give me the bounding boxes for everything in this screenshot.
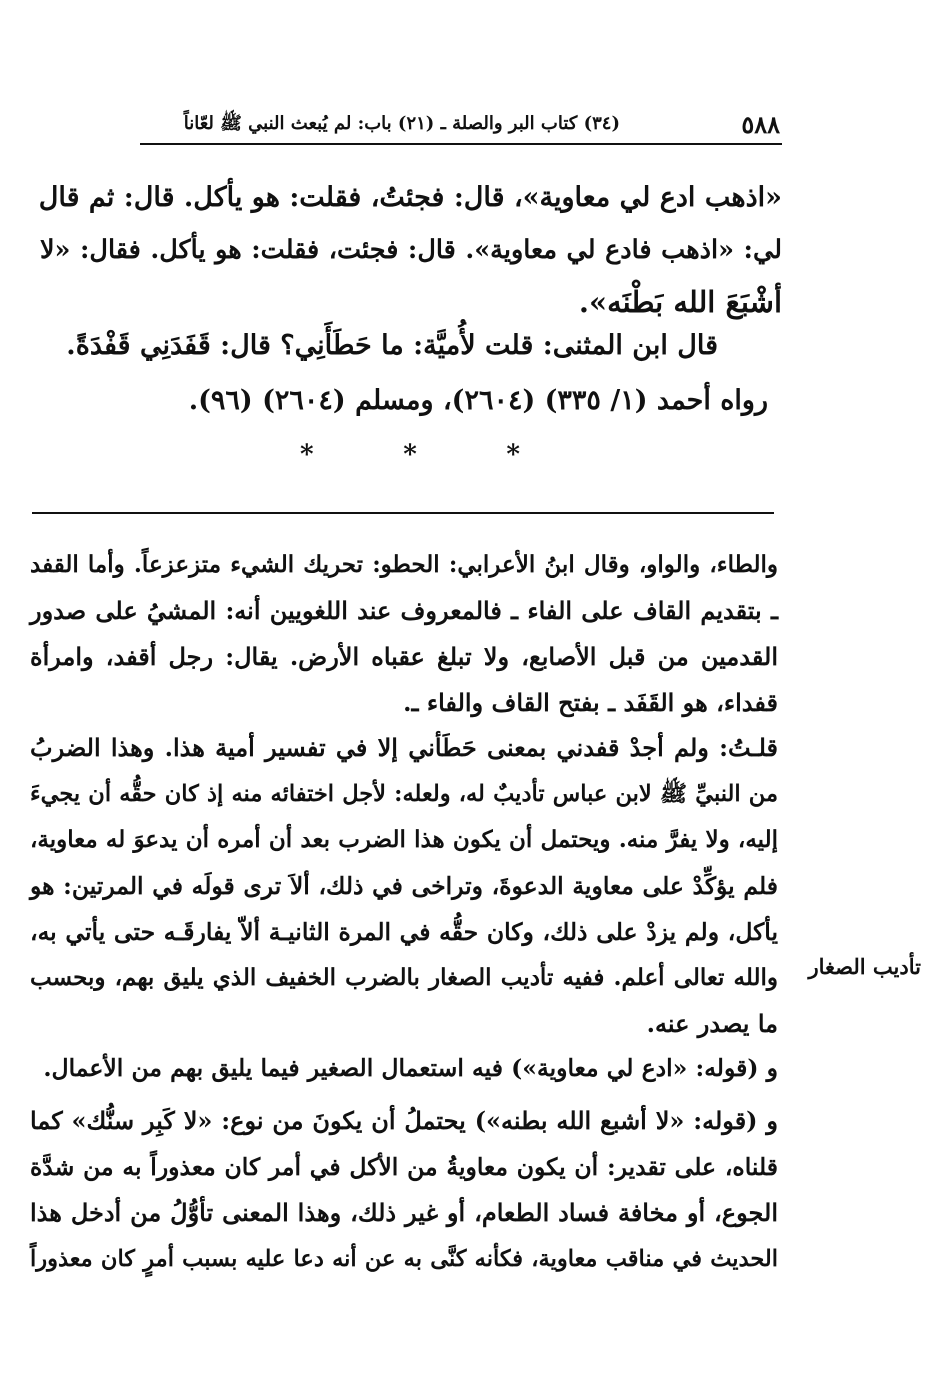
margin-note: تأديب الصغار [808,954,921,979]
commentary-line: إليه، ولا يفرَّ منه. ويحتمل أن يكون هذا الضرب بعد أن أمره أن يدعوَ له معاوية، [30,826,778,853]
commentary-rule [32,512,774,514]
commentary-line: يأكل، ولم يزدْ على ذلك، وكان حقُّه في المرة الثانيـة ألاّ يفارقَـه حتى يأتي به، [30,918,778,946]
hadith-line: أشْبَعَ الله بَطْنَه». [578,285,782,319]
commentary-line: ـ بتقديم القاف على الفاء ـ فالمعروف عند اللغويين أنه: المشيُ على صدور [30,596,778,625]
running-header [140,110,780,140]
page-number: ٥٨٨ [741,110,780,139]
commentary-line: فلم يؤكِّدْ على معاوية الدعوةَ، وتراخى في ذلك، ألاَ ترى قولَه في المرتين: هو [30,872,778,900]
commentary-line: من النبيِّ ﷺ لابن عباس تأديبٌ له، ولعله: لأجل اختفائه منه إذ كان حقُّه أن يجيءَ [30,781,778,807]
commentary-line: و (قوله: «ادع لي معاوية») فيه استعمال الصغير فيما يليق بهم من الأعمال. [43,1054,778,1082]
commentary-line: الحديث في مناقب معاوية، فكأنه كنَّى به عن أنه دعا عليه بسبب أمرٍ كان معذوراً [30,1246,778,1272]
commentary-line: والطاء، والواو، وقال ابنُ الأعرابي: الحطو: تحريك الشيء متزعزعاً. وأما القفد [30,551,778,578]
hadith-text [40,172,782,328]
hadith-line: «اذهب ادع لي معاوية»، قال: فجئتُ، فقلت: هو يأكل. قال: ثم قال [38,182,782,213]
section-divider-stars [300,440,520,470]
running-title: (٣٤) كتاب البر والصلة ـ (٢١) باب: لم يُبعث النبي ﷺ لعّاناً [183,113,620,134]
commentary-paragraph [30,1098,778,1282]
commentary-line: الجوع، أو مخافة فساد الطعام، أو غير ذلك، وهذا المعنى تأوُّلُ من أدخل هذا [30,1198,778,1227]
commentary-line: القدمين من قبل الأصابع، ولا تبلغ عقباه الأرض. يقال: رجل أقفد، وامرأة [30,642,778,671]
commentary-line: قلـتُ: ولم أجدْ قفدني بمعنى حَطَأني إلا في تفسير أمية هذا. وهذا الضربُ [30,733,778,762]
commentary-line: والله تعالى أعلم. ففيه تأديب الصغار بالضرب الخفيف الذي يليق بهم، وبحسب [30,964,778,991]
commentary-paragraph [30,1045,778,1091]
commentary-line: قفداء، هو القَفَد ـ بفتح القاف والفاء ـ. [403,688,778,717]
star: * [403,440,417,470]
source-line: رواه أحمد (١/ ٣٣٥) (٢٦٠٤)، ومسلم (٢٦٠٤) (٩٦). [188,385,768,416]
ibn-muthanna-line: قال ابن المثنى: قلت لأُميَّة: ما حَطَأَنِي؟ قال: قَفَدَنِي قَفْدَةً. [66,330,718,361]
commentary-paragraph [30,542,778,726]
star: * [300,440,314,470]
commentary-line: قلناه، على تقدير: أن يكون معاويةُ من الأكل في أمر كان معذوراً به من شدَّة [30,1153,778,1181]
commentary-line: و (قوله: «لا أشبع الله بطنه») يحتملُ أن يكونَ من نوع: «لا كَبِر سنُّك» كما [30,1106,778,1135]
commentary-paragraph [30,725,778,1047]
header-rule [140,143,782,145]
hadith-line: لي: «اذهب فادع لي معاوية». قال: فجئت، فقلت: هو يأكل. فقال: «لا [40,235,782,265]
commentary-line: ما يصدر عنه. [646,1009,778,1038]
star: * [506,440,520,470]
